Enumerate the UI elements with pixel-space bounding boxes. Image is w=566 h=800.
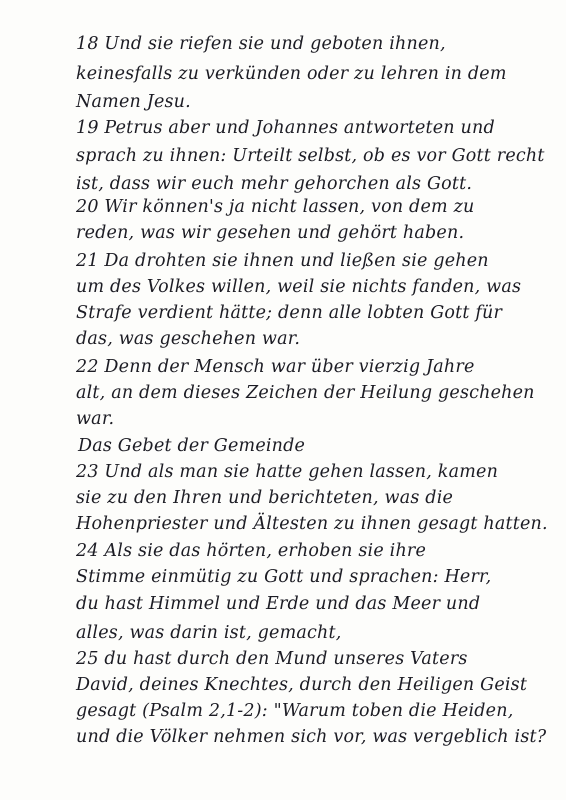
text-line: sprach zu ihnen: Urteilt selbst, ob es vor Gott recht	[76, 146, 545, 166]
text-line: alt, an dem dieses Zeichen der Heilung geschehen	[76, 383, 535, 403]
text-line: 24 Als sie das hörten, erhoben sie ihre	[76, 541, 427, 561]
text-line: das, was geschehen war.	[76, 329, 301, 349]
text-line: um des Volkes willen, weil sie nichts fanden, was	[76, 277, 522, 297]
text-line: reden, was wir gesehen und gehört haben.	[76, 223, 465, 243]
text-line: 25 du hast durch den Mund unseres Vaters	[76, 649, 468, 669]
text-line: Hohenpriester und Ältesten zu ihnen gesagt hatten.	[76, 514, 548, 534]
section-heading: Das Gebet der Gemeinde	[78, 436, 306, 456]
text-line: Strafe verdient hätte; denn alle lobten Gott für	[76, 303, 503, 323]
text-line: 22 Denn der Mensch war über vierzig Jahre	[76, 357, 475, 377]
text-line: 19 Petrus aber und Johannes antworteten und	[76, 118, 495, 138]
text-line: du hast Himmel und Erde und das Meer und	[76, 594, 481, 614]
text-line: keinesfalls zu verkünden oder zu lehren in dem	[76, 64, 507, 84]
text-line: 18 Und sie riefen sie und geboten ihnen,	[76, 34, 446, 54]
text-line: ist, dass wir euch mehr gehorchen als Gott.	[76, 174, 473, 194]
text-line: alles, was darin ist, gemacht,	[76, 623, 342, 643]
text-line: David, deines Knechtes, durch den Heiligen Geist	[76, 675, 528, 695]
text-line: 23 Und als man sie hatte gehen lassen, kamen	[76, 462, 499, 482]
text-line: und die Völker nehmen sich vor, was vergeblich ist?	[76, 727, 547, 747]
text-line: war.	[76, 409, 115, 429]
text-line: Namen Jesu.	[76, 92, 191, 112]
text-line: Stimme einmütig zu Gott und sprachen: Herr,	[76, 567, 492, 587]
text-line: gesagt (Psalm 2,1-2): "Warum toben die Heiden,	[76, 701, 514, 721]
text-line: 20 Wir können's ja nicht lassen, von dem zu	[76, 197, 475, 217]
text-line: 21 Da drohten sie ihnen und ließen sie gehen	[76, 251, 489, 271]
text-line: sie zu den Ihren und berichteten, was die	[76, 488, 454, 508]
